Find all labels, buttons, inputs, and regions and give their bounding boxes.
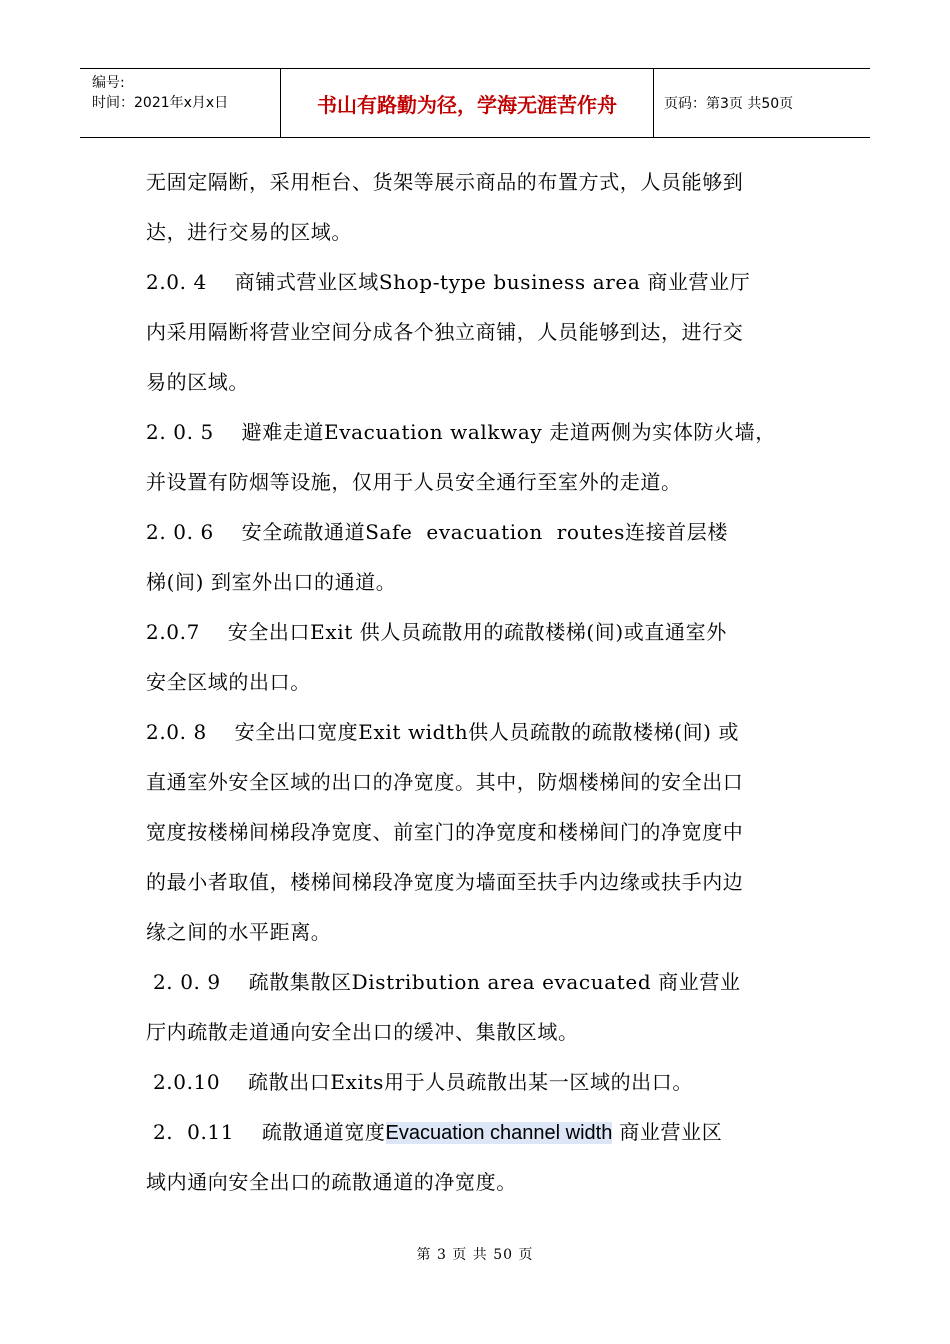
text-line: 的最小者取值，楼梯间梯段净宽度为墙面至扶手内边缘或扶手内边 [146,870,744,894]
document-time-label: 时间：2021年x月x日 [92,95,229,111]
text-line: 达，进行交易的区域。 [146,220,352,244]
text-line: 2.0.7 安全出口Exit 供人员疏散用的疏散楼梯(间)或直通室外 [146,620,727,644]
text-line: 易的区域。 [146,370,249,394]
text-line: 厅内疏散走道通向安全出口的缓冲、集散区域。 [146,1020,579,1044]
page-header [80,68,870,138]
text-line: 2.0. 8 安全出口宽度Exit width供人员疏散的疏散楼梯(间) 或 [146,720,740,744]
text-line: 2.0. 4 商铺式营业区域Shop-type business area 商业营业厅 [146,270,751,294]
text-line: 2.0.10 疏散出口Exits用于人员疏散出某一区域的出口。 [146,1070,693,1094]
document-number-label: 编号: [92,75,125,91]
text-line: 缘之间的水平距离。 [146,920,332,944]
text-line: 2. 0. 6 安全疏散通道Safe evacuation routes连接首层楼 [146,520,728,544]
text-line: 内采用隔断将营业空间分成各个独立商铺，人员能够到达，进行交 [146,320,744,344]
text-line: 无固定隔断，采用柜台、货架等展示商品的布置方式，人员能够到 [146,170,744,194]
text-line: 安全区域的出口。 [146,670,311,694]
text-line: 梯(间) 到室外出口的通道。 [146,570,397,594]
definition-2011-prefix: 2. 0.11 疏散通道宽度 [146,1120,386,1144]
header-motto: 书山有路勤为径，学海无涯苦作舟 [280,69,654,137]
definition-2011-suffix: 商业营业区 [612,1120,723,1144]
text-line: 宽度按楼梯间梯段净宽度、前室门的净宽度和楼梯间门的净宽度中 [146,820,744,844]
highlighted-term: Evacuation channel width [385,1122,613,1144]
header-page-info: 页码：第3页 共50页 [664,96,794,112]
text-line: 域内通向安全出口的疏散通道的净宽度。 [146,1170,517,1194]
text-line: 直通室外安全区域的出口的净宽度。其中，防烟楼梯间的安全出口 [146,770,744,794]
text-line-2011 [146,1118,722,1147]
text-line: 并设置有防烟等设施，仅用于人员安全通行至室外的走道。 [146,470,682,494]
header-left-cell [80,69,280,137]
text-line: 2. 0. 5 避难走道Evacuation walkway 走道两侧为实体防火墙， [146,420,776,444]
page-footer: 第 3 页 共 50 页 [416,1247,534,1263]
text-line: 2. 0. 9 疏散集散区Distribution area evacuated 商业营业 [146,970,741,994]
